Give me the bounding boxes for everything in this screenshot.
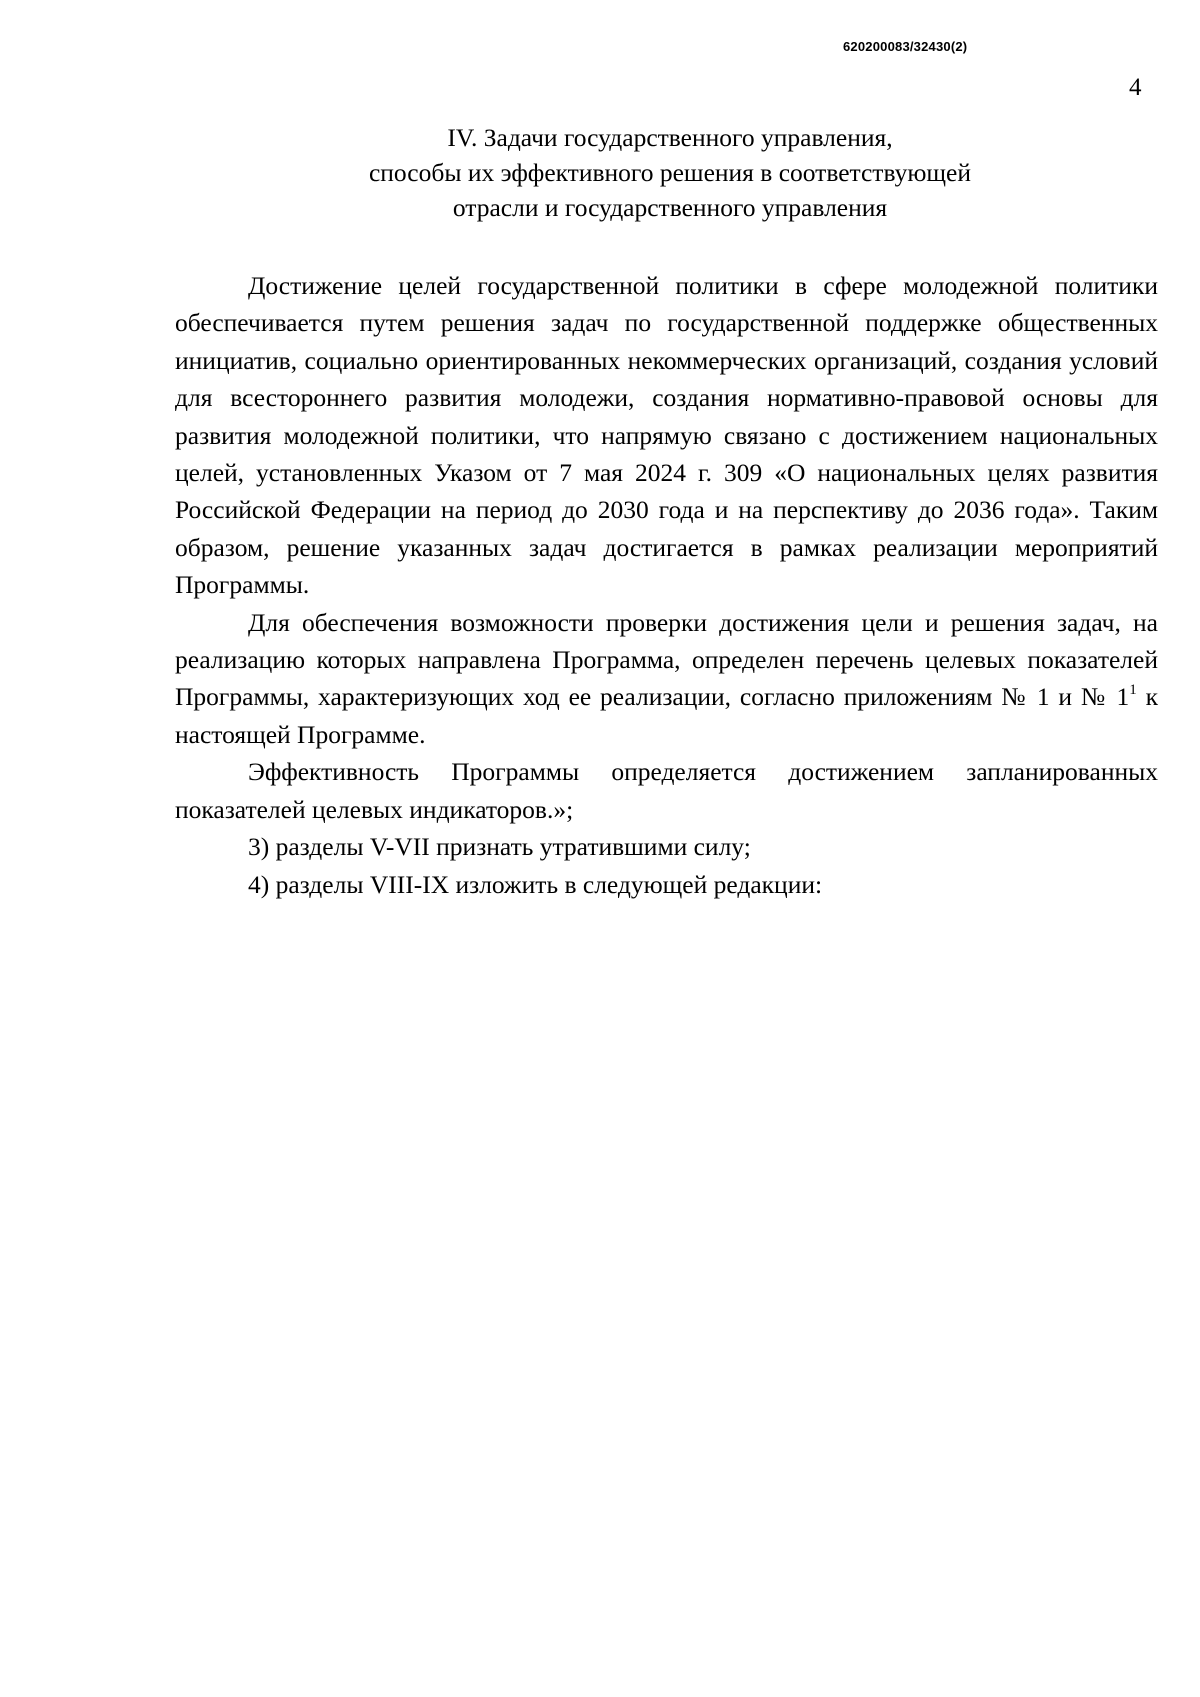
paragraph-1: Достижение целей государственной политики в сфере молодежной политики обеспечивается путем решения задач по государственной поддержке общественных инициатив, социально ориентированных некоммерческих организаций, создания условий для всестороннего развития молодежи, создания нормативно-правовой основы для развития молодежной политики, что напрямую связано с достижением национальных целей, установленных Указом от 7 мая 2024 г. 309 «О национальных целях развития Российской Федерации на период до 2030 года и на перспективу до 2036 года». Таким образом, решение указанных задач достигается в рамках реализации мероприятий Программы. xyxy=(175,271,1158,600)
page-number: 4 xyxy=(1129,74,1142,101)
heading-line-3: отрасли и государственного управления xyxy=(452,193,888,222)
paragraph-3: Эффективность Программы определяется достижением запланированных показателей целевых индикаторов.»; xyxy=(175,757,1158,824)
superscript: 1 xyxy=(1129,682,1137,699)
paragraph-5: 4) разделы VIII-IX изложить в следующей редакции: xyxy=(248,869,823,899)
paragraph-2-text: Для обеспечения возможности проверки достижения цели и решения задач, на реализацию которых направлена Программа, определен перечень целевых показателей Программы, характеризующих ход ее реализации, согласно приложениям № 1 и № 1 xyxy=(175,607,1158,712)
body-text xyxy=(175,267,1158,903)
paragraph-2-tail: к настоящей Программе. xyxy=(175,682,1158,749)
paragraph-2 xyxy=(175,604,1158,754)
document-id: 620200083/32430(2) xyxy=(843,39,968,54)
section-heading xyxy=(170,120,1170,225)
paragraph-4: 3) разделы V-VII признать утратившими силу; xyxy=(248,832,751,862)
heading-line-2: способы их эффективного решения в соответствующей xyxy=(368,158,972,187)
heading-line-1: IV. Задачи государственного управления, xyxy=(447,123,893,152)
